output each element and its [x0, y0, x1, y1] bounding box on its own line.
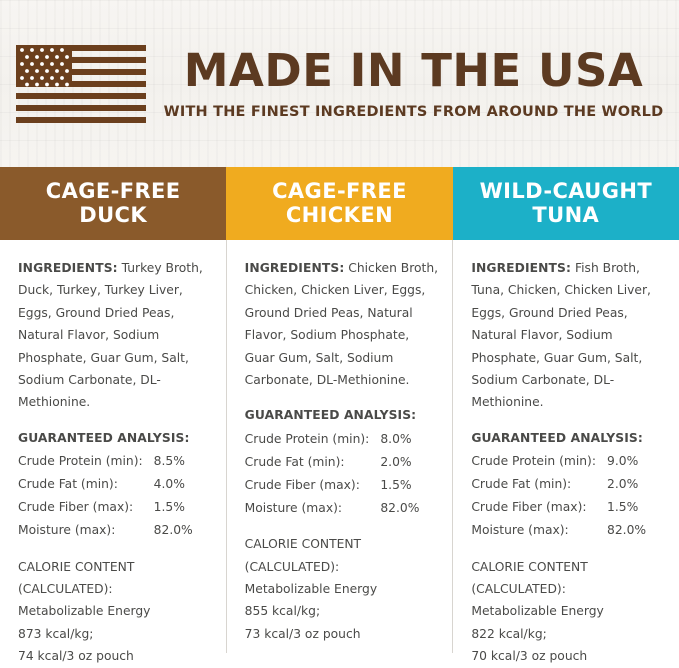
table-row [245, 450, 439, 473]
nutrition-column-tuna [452, 240, 679, 664]
table-row [245, 427, 439, 450]
analysis-name: Moisture (max): [18, 523, 116, 538]
ingredients-text: Fish Broth, Tuna, Chicken, Chicken Liver, Eggs, Ground Dried Peas, Natural Flavor, Sodium Phosphate, Guar Gum, Salt, Sodium Carbonate, DL-Methionine. [471, 261, 651, 410]
table-row [471, 519, 665, 542]
table-row [18, 519, 212, 542]
analysis-name: Crude Protein (min): [244, 431, 370, 446]
page-subtitle: WITH THE FINEST INGREDIENTS FROM AROUND THE WORLD [163, 103, 664, 120]
analysis-value: 4.0% [153, 477, 185, 492]
analysis-value: 82.0% [153, 523, 193, 538]
guaranteed-analysis-table [245, 427, 439, 519]
analysis-name: Crude Protein (min): [471, 454, 596, 469]
analysis-value: 9.0% [607, 454, 639, 469]
metabolizable-energy-label: Metabolizable Energy [18, 604, 151, 619]
flavor-title-line2: TUNA [532, 202, 600, 227]
flavor-title-line2: DUCK [79, 202, 148, 227]
analysis-value: 2.0% [380, 454, 412, 469]
analysis-name: Crude Fat (min): [18, 477, 118, 492]
calorie-content-label: CALORIE CONTENT (CALCULATED): [471, 559, 588, 596]
guaranteed-analysis-table [471, 450, 665, 542]
flavor-header-chicken [226, 167, 452, 240]
calories-per-kg: 855 kcal/kg; [244, 604, 321, 619]
ingredients-text: Turkey Broth, Duck, Turkey, Turkey Liver, Eggs, Ground Dried Peas, Natural Flavor, Sodium Phosphate, Guar Gum, Salt, Sodium Carbonate, DL-Methionine. [18, 261, 203, 410]
flavor-title-line1: CAGE-FREE [272, 178, 407, 203]
guaranteed-analysis-label: GUARANTEED ANALYSIS: [18, 430, 190, 445]
table-row [245, 473, 439, 496]
analysis-name: Moisture (max): [471, 523, 569, 538]
analysis-name: Moisture (max): [244, 500, 343, 515]
ingredients-text: Chicken Broth, Chicken, Chicken Liver, Eggs, Ground Dried Peas, Natural Flavor, Sodium Phosphate, Guar Gum, Salt, Sodium Carbonate, DL-Methionine. [244, 261, 439, 387]
table-row [471, 473, 665, 496]
analysis-name: Crude Fat (min): [471, 477, 572, 492]
analysis-name: Crude Fiber (max): [18, 500, 134, 515]
table-row [245, 496, 439, 519]
analysis-value: 82.0% [607, 523, 647, 538]
nutrition-columns [0, 240, 679, 664]
ingredients-block [245, 257, 439, 391]
flavor-title-line1: WILD-CAUGHT [479, 178, 653, 203]
table-row [471, 450, 665, 473]
ingredients-block [471, 257, 665, 414]
page-title: MADE IN THE USA [183, 43, 644, 97]
flavor-header-tuna [453, 167, 679, 240]
flavor-header-duck [0, 167, 226, 240]
table-row [471, 496, 665, 519]
calorie-content-label: CALORIE CONTENT (CALCULATED): [18, 559, 135, 596]
analysis-name: Crude Fiber (max): [244, 477, 360, 492]
flavor-title-line1: CAGE-FREE [45, 178, 181, 203]
calories-per-pouch: 74 kcal/3 oz pouch [18, 649, 134, 664]
analysis-value: 2.0% [607, 477, 639, 492]
flavor-header-row [0, 167, 679, 240]
analysis-name: Crude Fiber (max): [471, 500, 587, 515]
analysis-value: 1.5% [153, 500, 185, 515]
analysis-value: 8.0% [380, 431, 412, 446]
nutrition-column-duck [0, 240, 226, 664]
ingredients-label: INGREDIENTS: [471, 261, 572, 275]
guaranteed-analysis-label: GUARANTEED ANALYSIS: [471, 430, 643, 445]
calorie-content-label: CALORIE CONTENT (CALCULATED): [244, 537, 362, 574]
ingredients-block [18, 257, 212, 414]
metabolizable-energy-label: Metabolizable Energy [244, 582, 378, 596]
ingredients-label: INGREDIENTS: [18, 261, 118, 275]
analysis-value: 1.5% [380, 477, 412, 492]
analysis-name: Crude Protein (min): [18, 454, 143, 469]
calories-per-pouch: 70 kcal/3 oz pouch [471, 649, 588, 664]
table-row [18, 473, 212, 496]
usa-flag-icon [16, 45, 146, 123]
table-row [18, 450, 212, 473]
analysis-name: Crude Fat (min): [244, 454, 345, 469]
metabolizable-energy-label: Metabolizable Energy [471, 604, 604, 619]
calorie-block [245, 533, 439, 645]
analysis-value: 1.5% [607, 500, 639, 515]
guaranteed-analysis-table [18, 450, 212, 542]
nutrition-column-chicken [226, 240, 453, 653]
calorie-block [471, 556, 665, 668]
calories-per-kg: 873 kcal/kg; [18, 626, 94, 641]
calories-per-kg: 822 kcal/kg; [471, 626, 547, 641]
guaranteed-analysis-label: GUARANTEED ANALYSIS: [244, 408, 417, 423]
calories-per-pouch: 73 kcal/3 oz pouch [244, 626, 361, 641]
analysis-value: 82.0% [380, 500, 420, 515]
table-row [18, 496, 212, 519]
header-title-block [163, 43, 664, 120]
analysis-value: 8.5% [153, 454, 185, 469]
flavor-title-line2: CHICKEN [285, 202, 394, 227]
ingredients-label: INGREDIENTS: [244, 261, 345, 275]
calorie-block [18, 556, 212, 668]
header-banner [0, 0, 679, 167]
